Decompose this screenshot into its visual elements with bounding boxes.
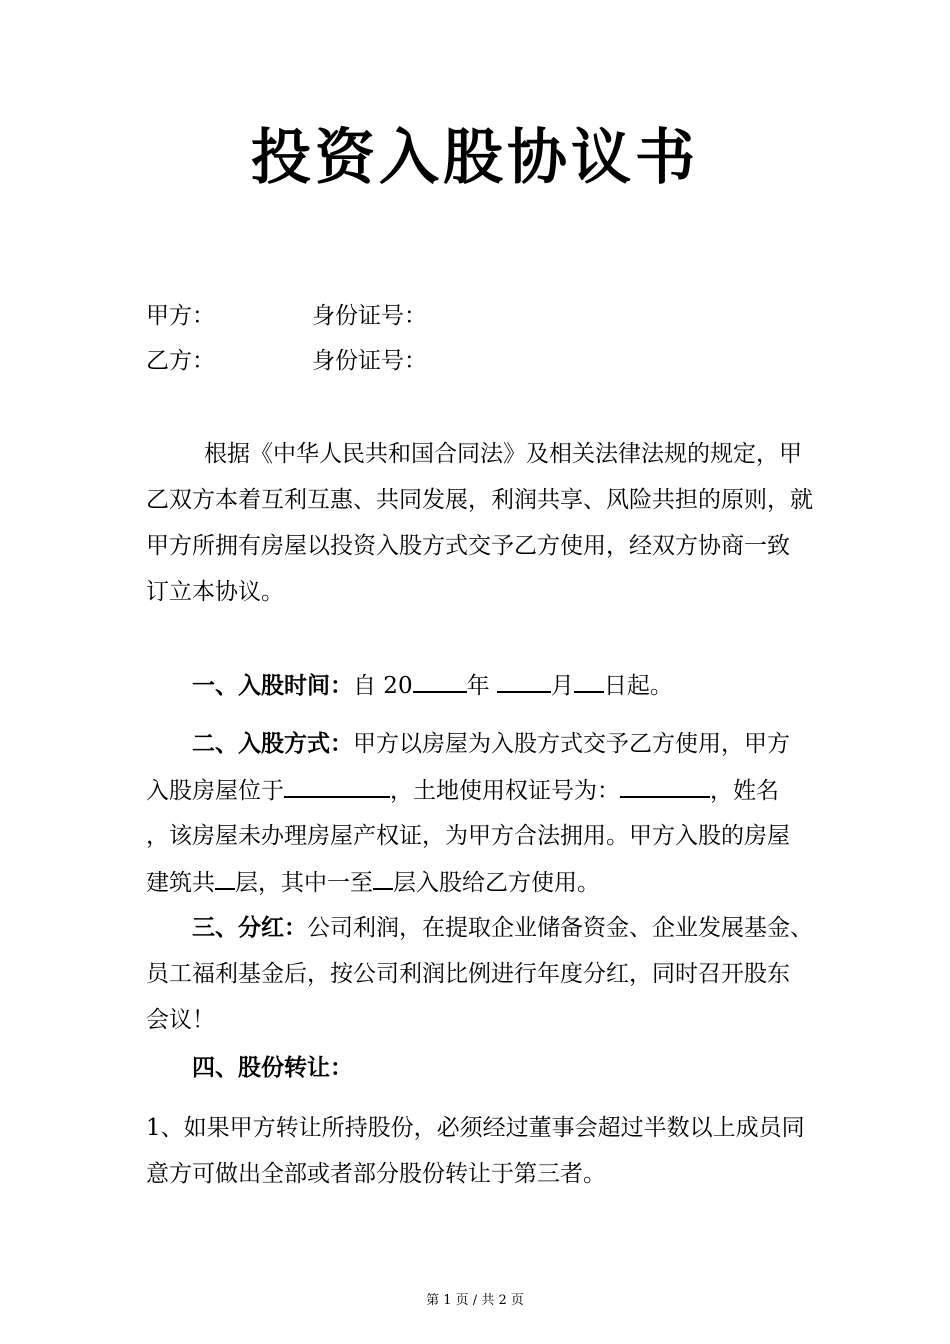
section-3-line-2: 员工福利基金后，按公司利润比例进行年度分红，同时召开股东	[146, 961, 790, 987]
section-2-line-2	[146, 774, 779, 807]
section-2-location-label: 入股房屋位于	[146, 778, 284, 804]
section-1-heading: 一、入股时间：	[192, 672, 353, 699]
party-b-row	[146, 345, 427, 377]
section-2-floors-range: 层，其中一至	[235, 870, 373, 896]
section-1-from: 自 20	[353, 673, 413, 699]
intro-line-3: 甲方所拥有房屋以投资入股方式交予乙方使用，经双方协商一致	[146, 533, 790, 559]
floor-to-blank	[373, 866, 393, 890]
section-3-line-3: 会议！	[146, 1007, 215, 1033]
intro-line-2: 乙双方本着互利互惠、共同发展，利润共享、风险共担的原则，就	[146, 487, 813, 513]
section-1-line	[192, 669, 673, 702]
section-2-floors-label: 建筑共	[146, 870, 215, 896]
month-blank	[497, 669, 551, 693]
month-label: 月	[550, 673, 574, 699]
section-4-heading-line	[192, 1052, 353, 1084]
section-2-text: 甲方以房屋为入股方式交予乙方使用，甲方	[353, 731, 790, 757]
party-a-label: 甲方：	[146, 303, 215, 329]
section-2-heading: 二、入股方式：	[192, 730, 353, 757]
section-3-heading: 三、分红：	[192, 914, 307, 941]
section-2-line-4	[146, 866, 600, 899]
land-cert-blank	[620, 774, 710, 798]
section-3-line-1	[192, 912, 813, 944]
location-blank	[284, 774, 390, 798]
floors-blank	[215, 866, 235, 890]
section-2-floors-end: 层入股给乙方使用。	[393, 870, 600, 896]
year-label: 年	[466, 673, 490, 699]
party-a-id-label: 身份证号：	[312, 303, 427, 329]
intro-line-1: 根据《中华人民共和国合同法》及相关法律法规的规定，甲	[204, 441, 802, 467]
section-4-heading: 四、股份转让：	[192, 1054, 353, 1081]
party-a-row	[146, 300, 427, 332]
party-b-id-label: 身份证号：	[312, 348, 427, 374]
section-2-line-3: ，该房屋未办理房屋产权证，为甲方合法拥用。甲方入股的房屋	[146, 823, 790, 849]
day-label: 日起。	[603, 673, 673, 699]
intro-line-4: 订立本协议。	[146, 579, 284, 605]
party-b-label: 乙方：	[146, 348, 215, 374]
document-title: 投资入股协议书	[251, 123, 699, 193]
section-4-item-1-line-1: 1、如果甲方转让所持股份，必须经过董事会超过半数以上成员同	[146, 1115, 805, 1141]
section-2-land-label: ，土地使用权证号为：	[390, 778, 620, 804]
year-blank	[413, 669, 467, 693]
day-blank	[574, 669, 604, 693]
section-2-line-1	[192, 728, 790, 760]
section-3-text: 公司利润，在提取企业储备资金、企业发展基金、	[307, 915, 813, 941]
page-footer: 第 1 页 / 共 2 页	[426, 1293, 524, 1308]
section-2-name-label: ，姓名	[710, 778, 779, 804]
section-4-item-1-line-2: 意方可做出全部或者部分股份转让于第三者。	[146, 1161, 606, 1187]
